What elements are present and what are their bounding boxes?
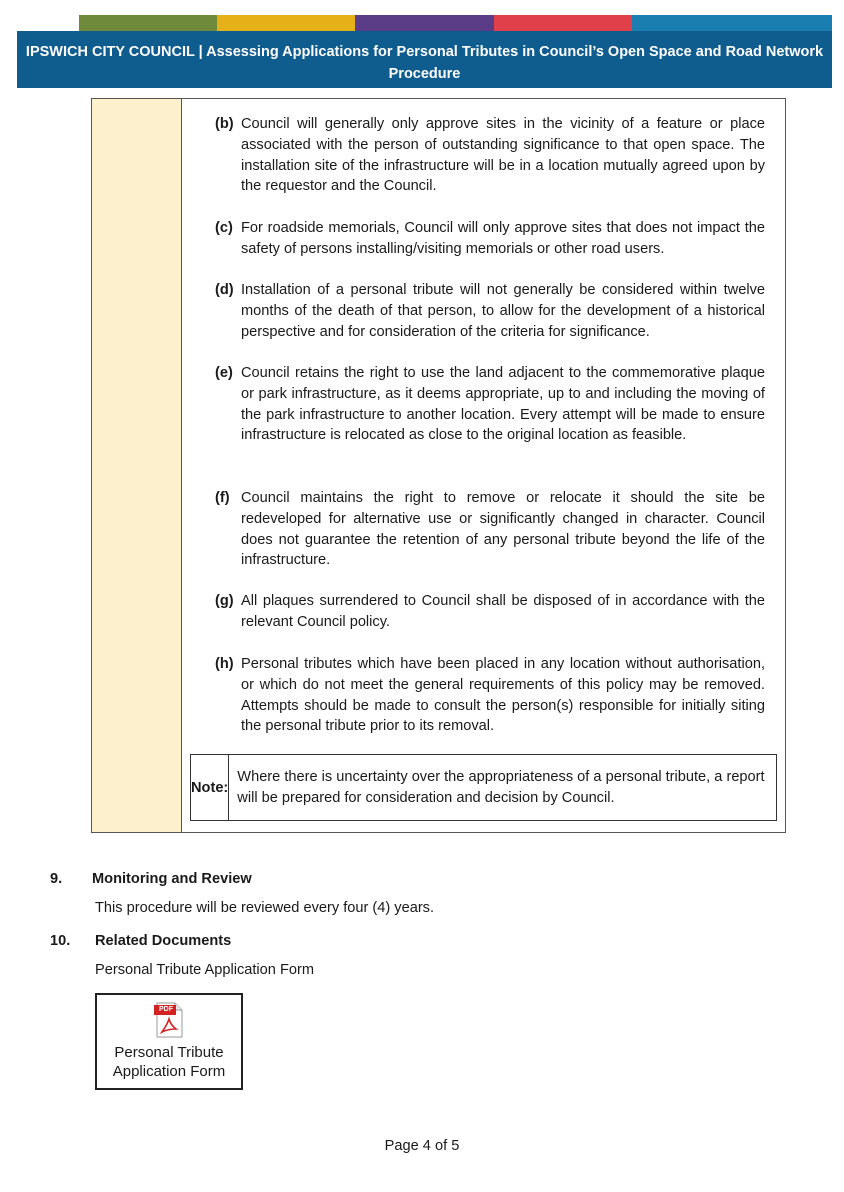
- document-title: IPSWICH CITY COUNCIL | Assessing Applications for Personal Tributes in Council’s Open Space and Road Network Procedure: [25, 44, 824, 82]
- item-text: Council retains the right to use the land adjacent to the commemorative plaque or park infrastructure, as it deems appropriate, up to and including the moving of the park infrastructure to another location. Every attempt will be made to ensure infrastructure is relocated as close to the original location as feasible.: [241, 365, 765, 444]
- item-label: (c): [215, 220, 233, 236]
- list-item: [215, 363, 765, 446]
- item-text: Council maintains the right to remove or relocate it should the site be redeveloped for alternative use or significantly changed in character. Council does not guarantee the retention of any personal tribute beyond the life of the infrastructure.: [241, 490, 765, 569]
- pdf-badge: PDF: [159, 1006, 173, 1013]
- item-text: All plaques surrendered to Council shall be disposed of in accordance with the relevant Council policy.: [241, 593, 765, 630]
- item-text: Council will generally only approve sites in the vicinity of a feature or place associated with the person of outstanding significance to that open space. The installation site of the infrastructure will be in a location mutually agreed upon by the requestor and the Council.: [241, 116, 765, 195]
- list-item: [215, 488, 765, 571]
- color-stripe-purple: [355, 15, 494, 31]
- section-title: Monitoring and Review: [92, 871, 252, 887]
- attachment-label-line2: Application Form: [112, 1063, 226, 1080]
- note-label: Note:: [191, 755, 229, 820]
- list-item: [215, 280, 765, 342]
- item-label: (b): [215, 116, 234, 132]
- color-stripe-yellow: [217, 15, 355, 31]
- item-label: (h): [215, 656, 234, 672]
- document-header: [17, 31, 832, 88]
- list-item: [215, 591, 765, 633]
- section-number: 9.: [50, 871, 63, 887]
- item-label: (d): [215, 282, 234, 298]
- item-text: Installation of a personal tribute will not generally be considered within twelve months of the death of that person, to allow for the development of a historical perspective and for consideration of the criteria for significance.: [241, 282, 765, 340]
- list-item: [215, 218, 765, 260]
- section-text: Personal Tribute Application Form: [95, 962, 315, 978]
- note-text: Where there is uncertainty over the appropriateness of a personal tribute, a report will be prepared for consideration and decision by Council.: [237, 769, 765, 806]
- section-text: This procedure will be reviewed every four (4) years.: [95, 900, 435, 916]
- section-title: Related Documents: [95, 933, 232, 949]
- item-label: (f): [215, 490, 230, 506]
- attachment-link[interactable]: [95, 993, 243, 1090]
- color-stripe-blue: [632, 15, 832, 31]
- table-side-column: [92, 99, 182, 832]
- item-label: (g): [215, 593, 234, 609]
- section-number: 10.: [50, 933, 71, 949]
- list-item: [215, 114, 765, 197]
- color-stripe-red: [494, 15, 632, 31]
- procedure-table: [91, 98, 786, 833]
- item-label: (e): [215, 365, 233, 381]
- attachment-label-line1: Personal Tribute: [114, 1044, 224, 1061]
- list-item: [215, 654, 765, 737]
- note-box: [190, 754, 777, 821]
- pdf-file-icon: [154, 1001, 184, 1039]
- color-stripe-green: [79, 15, 217, 31]
- item-text: For roadside memorials, Council will only approve sites that does not impact the safety of persons installing/visiting memorials or other road users.: [241, 220, 765, 257]
- page-number: Page 4 of 5: [384, 1138, 460, 1154]
- item-text: Personal tributes which have been placed in any location without authorisation, or which do not meet the general requirements of this policy may be removed. Attempts should be made to consult the person(s) responsible for initially siting the personal tribute prior to its removal.: [241, 656, 765, 735]
